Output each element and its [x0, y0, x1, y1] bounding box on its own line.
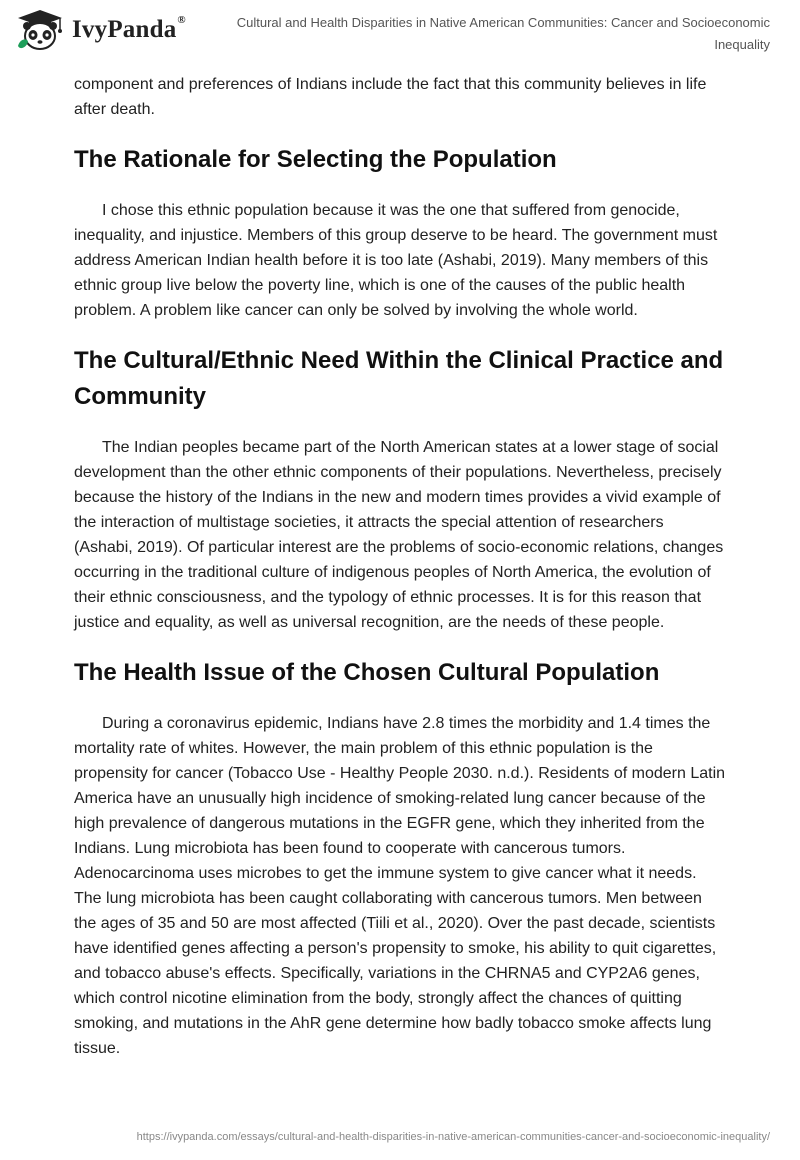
section-heading-health-issue: The Health Issue of the Chosen Cultural Population: [74, 659, 660, 686]
registered-mark: ®: [177, 14, 186, 26]
intro-paragraph: component and preferences of Indians include the fact that this community believes in life after death.: [74, 76, 707, 118]
logo-wordmark: [72, 16, 186, 44]
ivypanda-logo[interactable]: [14, 8, 186, 52]
article-body: [74, 72, 726, 1061]
page-header: [0, 0, 800, 70]
section-heading-cultural-need: The Cultural/Ethnic Need Within the Clinical Practice and Community: [74, 347, 724, 410]
document-title: Cultural and Health Disparities in Native American Communities: Cancer and Socioeconomic Inequality: [236, 15, 770, 52]
panda-mascot-icon: [14, 8, 66, 52]
section-heading-rationale: The Rationale for Selecting the Population: [74, 146, 557, 173]
section-paragraph-rationale: I chose this ethnic population because it was the one that suffered from genocide, inequality, and injustice. Members of this group deserve to be heard. The government must address American Indian health before it is too late (Ashabi, 2019). Many members of this ethnic group live below the poverty line, which is one of the causes of the public health problem. A problem like cancer can only be solved by involving the whole world.: [74, 202, 718, 319]
brand-name: IvyPanda: [72, 16, 177, 43]
section-paragraph-health-issue: During a coronavirus epidemic, Indians have 2.8 times the morbidity and 1.4 times the mortality rate of whites. However, the main problem of this ethnic population is the propensity for cancer (Tobacco Use - Healthy People 2030. n.d.). Residents of modern Latin America have an unusually high incidence of smoking-related lung cancer because of the high prevalence of dangerous mutations in the EGFR gene, which they inherited from the Indians. Lung microbiota has been found to cooperate with cancerous tumors. Adenocarcinoma uses microbes to get the immune system to give cancer what it needs. The lung microbiota has been caught collaborating with cancerous tumors. Men between the ages of 35 and 50 are most affected (Tiili et al., 2020). Over the past decade, scientists have identified genes affecting a person's propensity to smoke, his ability to quit cigarettes, and tobacco abuse's effects. Specifically, variations in the CHRNA5 and CYP2A6 genes, which control nicotine elimination from the body, strongly affect the chances of quitting smoking, and mutations in the AhR gene determine how badly tobacco smoke affects lung tissue.: [74, 715, 726, 1057]
section-paragraph-cultural-need: The Indian peoples became part of the North American states at a lower stage of social development than the other ethnic components of their populations. Nevertheless, precisely because the history of the Indians in the new and modern times provides a vivid example of the interaction of multistage societies, it attracts the special attention of researchers (Ashabi, 2019). Of particular interest are the problems of socio-economic relations, changes occurring in the traditional culture of indigenous peoples of North America, the evolution of their ethnic consciousness, and the typology of ethnic processes. It is for this reason that justice and equality, as well as universal recognition, are the needs of these people.: [74, 439, 724, 631]
source-url[interactable]: https://ivypanda.com/essays/cultural-and-health-disparities-in-native-american-communities-cancer-and-socioeconomic-inequality/: [136, 1131, 770, 1143]
